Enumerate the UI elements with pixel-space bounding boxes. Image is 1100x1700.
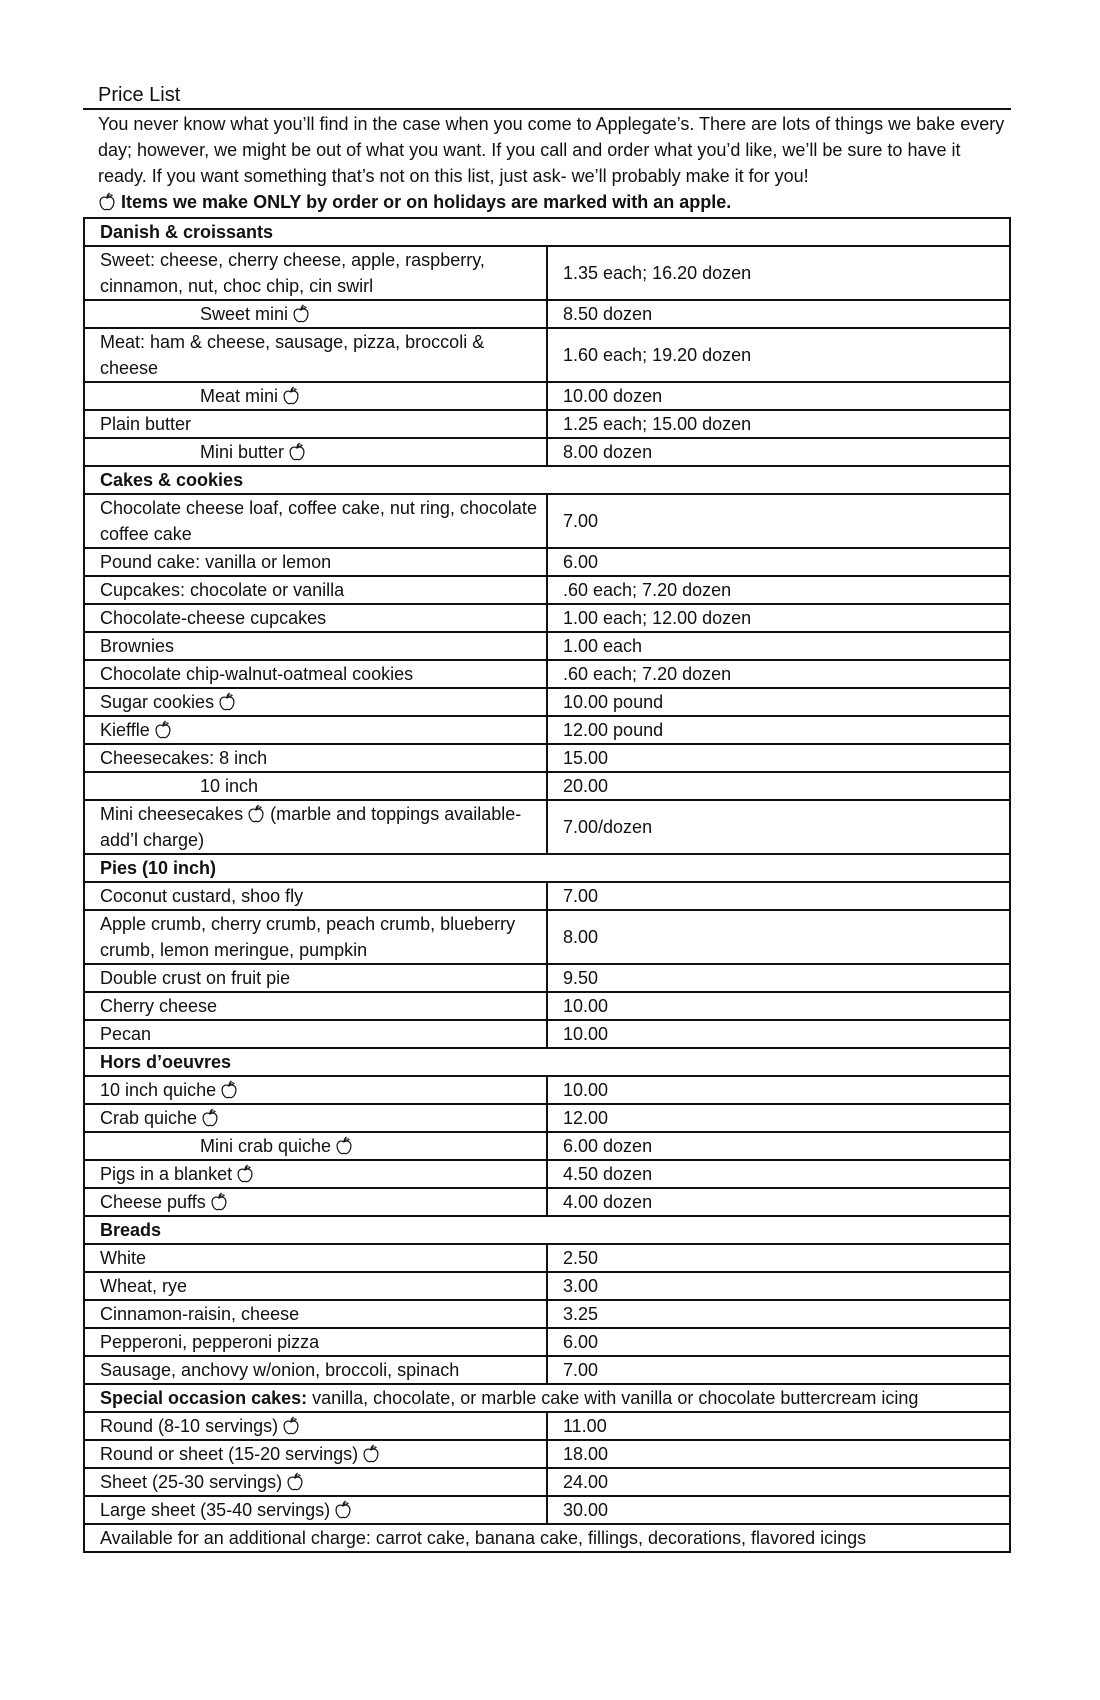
item-cell: [84, 964, 547, 992]
item-cell: [84, 438, 547, 466]
item-cell: [84, 246, 547, 300]
intro-paragraph: You never know what you’ll find in the case when you come to Applegate’s. There are lots of things we bake every day; however, we might be out of what you want. If you call and order what you’d like, we’ll be sure to have it ready. If you want something that’s not on this list, just ask- we’ll probably make it for you!: [98, 114, 1005, 186]
price-cell: 1.35 each; 16.20 dozen: [547, 246, 1010, 300]
table-row: [84, 1356, 1010, 1384]
section-row: [84, 466, 1010, 494]
item-label: Chocolate chip-walnut-oatmeal cookies: [100, 664, 414, 684]
price-cell: 8.50 dozen: [547, 300, 1010, 328]
item-cell: [84, 604, 547, 632]
price-cell: 6.00 dozen: [547, 1132, 1010, 1160]
item-cell: [84, 1160, 547, 1188]
price-cell: 1.25 each; 15.00 dozen: [547, 410, 1010, 438]
item-label: Cheese puffs: [100, 1192, 206, 1212]
table-row: [84, 1104, 1010, 1132]
table-row: [84, 438, 1010, 466]
item-label: Mini crab quiche: [200, 1136, 332, 1156]
table-row: [84, 1188, 1010, 1216]
apple-icon: [210, 1192, 228, 1211]
section-row: [84, 854, 1010, 882]
price-cell: 3.25: [547, 1300, 1010, 1328]
price-cell: 4.50 dozen: [547, 1160, 1010, 1188]
table-row: [84, 1300, 1010, 1328]
apple-icon: [220, 1080, 238, 1099]
footer-row: [84, 1524, 1010, 1552]
footer-note: Available for an additional charge: carrot cake, banana cake, fillings, decorations, flavored icings: [84, 1524, 1010, 1552]
apple-note: [83, 189, 1011, 215]
table-row: [84, 910, 1010, 964]
table-row: [84, 410, 1010, 438]
price-cell: 10.00: [547, 1076, 1010, 1104]
item-label: Chocolate-cheese cupcakes: [100, 608, 327, 628]
price-cell: 10.00: [547, 992, 1010, 1020]
item-label: Plain butter: [100, 414, 192, 434]
item-label: Pecan: [100, 1024, 152, 1044]
item-label: Sugar cookies: [100, 692, 215, 712]
apple-icon: [288, 442, 306, 461]
price-cell: 9.50: [547, 964, 1010, 992]
section-row: [84, 1216, 1010, 1244]
item-cell: [84, 548, 547, 576]
table-row: [84, 1132, 1010, 1160]
section-description: vanilla, chocolate, or marble cake with vanilla or chocolate buttercream icing: [312, 1388, 919, 1408]
table-row: [84, 548, 1010, 576]
section-header: [84, 466, 1010, 494]
item-cell: [84, 744, 547, 772]
price-table-body: [84, 218, 1010, 1552]
section-title: Hors d’oeuvres: [100, 1052, 232, 1072]
table-row: [84, 1468, 1010, 1496]
item-cell: [84, 800, 547, 854]
apple-icon: [218, 692, 236, 711]
item-cell: [84, 1328, 547, 1356]
item-label: Pound cake: vanilla or lemon: [100, 552, 332, 572]
section-header: [84, 1384, 1010, 1412]
item-cell: [84, 716, 547, 744]
table-row: [84, 328, 1010, 382]
price-cell: 10.00 pound: [547, 688, 1010, 716]
section-header: [84, 218, 1010, 246]
item-cell: [84, 882, 547, 910]
table-row: [84, 300, 1010, 328]
section-row: [84, 218, 1010, 246]
item-label: Round or sheet (15-20 servings): [100, 1444, 359, 1464]
section-title: Cakes & cookies: [100, 470, 244, 490]
item-cell: [84, 410, 547, 438]
price-table: [83, 217, 1011, 1553]
item-label: Wheat, rye: [100, 1276, 188, 1296]
table-row: [84, 1272, 1010, 1300]
table-row: [84, 688, 1010, 716]
item-label: Sheet (25-30 servings): [100, 1472, 283, 1492]
section-header: [84, 854, 1010, 882]
item-cell: [84, 382, 547, 410]
item-label: Cherry cheese: [100, 996, 218, 1016]
item-label: Double crust on fruit pie: [100, 968, 291, 988]
item-label: Kieffle: [100, 720, 150, 740]
item-label: Brownies: [100, 636, 175, 656]
price-cell: 8.00: [547, 910, 1010, 964]
item-cell: [84, 1076, 547, 1104]
price-cell: 12.00 pound: [547, 716, 1010, 744]
item-cell: [84, 772, 547, 800]
table-row: [84, 882, 1010, 910]
table-row: [84, 772, 1010, 800]
item-label: Mini butter: [200, 442, 285, 462]
table-row: [84, 1160, 1010, 1188]
table-row: [84, 1328, 1010, 1356]
price-cell: 3.00: [547, 1272, 1010, 1300]
apple-icon: [282, 1416, 300, 1435]
item-label: 10 inch quiche: [100, 1080, 217, 1100]
item-label: Apple crumb, cherry crumb, peach crumb, blueberry crumb, lemon meringue, pumpkin: [100, 914, 516, 960]
item-label: Cupcakes: chocolate or vanilla: [100, 580, 345, 600]
table-row: [84, 660, 1010, 688]
apple-icon: [154, 720, 172, 739]
price-cell: 1.00 each; 12.00 dozen: [547, 604, 1010, 632]
apple-icon: [292, 304, 310, 323]
price-cell: 1.60 each; 19.20 dozen: [547, 328, 1010, 382]
apple-icon: [362, 1444, 380, 1463]
table-row: [84, 382, 1010, 410]
section-title: Pies (10 inch): [100, 858, 217, 878]
section-row: [84, 1384, 1010, 1412]
item-cell: [84, 992, 547, 1020]
apple-note-text: Items we make ONLY by order or on holidays are marked with an apple.: [121, 192, 732, 212]
price-cell: 15.00: [547, 744, 1010, 772]
price-cell: 2.50: [547, 1244, 1010, 1272]
apple-icon: [247, 804, 265, 823]
item-cell: [84, 1356, 547, 1384]
apple-icon: [286, 1472, 304, 1491]
price-cell: 7.00: [547, 1356, 1010, 1384]
price-cell: 30.00: [547, 1496, 1010, 1524]
price-cell: 7.00/dozen: [547, 800, 1010, 854]
table-row: [84, 604, 1010, 632]
item-label: Coconut custard, shoo fly: [100, 886, 304, 906]
item-label: Mini cheesecakes: [100, 804, 244, 824]
table-row: [84, 1412, 1010, 1440]
item-cell: [84, 660, 547, 688]
item-label: Pigs in a blanket: [100, 1164, 233, 1184]
table-row: [84, 800, 1010, 854]
table-row: [84, 1076, 1010, 1104]
apple-icon: [98, 192, 116, 211]
item-cell: [84, 1412, 547, 1440]
table-row: [84, 964, 1010, 992]
item-cell: [84, 1104, 547, 1132]
price-list-document: [83, 82, 1011, 1553]
item-label: Large sheet (35-40 servings): [100, 1500, 331, 1520]
table-row: [84, 744, 1010, 772]
price-cell: 8.00 dozen: [547, 438, 1010, 466]
item-label: Cheesecakes: 8 inch: [100, 748, 268, 768]
item-cell: [84, 300, 547, 328]
apple-icon: [334, 1500, 352, 1519]
price-cell: 1.00 each: [547, 632, 1010, 660]
table-row: [84, 1244, 1010, 1272]
item-label: Round (8-10 servings): [100, 1416, 279, 1436]
item-cell: [84, 1188, 547, 1216]
item-label: Sweet: cheese, cherry cheese, apple, raspberry, cinnamon, nut, choc chip, cin swirl: [100, 250, 485, 296]
item-cell: [84, 1272, 547, 1300]
item-cell: [84, 688, 547, 716]
section-title: Special occasion cakes:: [100, 1388, 308, 1408]
price-cell: .60 each; 7.20 dozen: [547, 576, 1010, 604]
price-cell: 12.00: [547, 1104, 1010, 1132]
item-cell: [84, 1132, 547, 1160]
item-cell: [84, 494, 547, 548]
price-cell: 7.00: [547, 494, 1010, 548]
price-cell: 18.00: [547, 1440, 1010, 1468]
apple-icon: [335, 1136, 353, 1155]
item-label: Cinnamon-raisin, cheese: [100, 1304, 300, 1324]
price-cell: 11.00: [547, 1412, 1010, 1440]
price-cell: 4.00 dozen: [547, 1188, 1010, 1216]
item-label: Sweet mini: [200, 304, 289, 324]
price-cell: 10.00: [547, 1020, 1010, 1048]
table-row: [84, 992, 1010, 1020]
item-note: (marble and toppings available- add’l charge): [100, 804, 522, 850]
page-title: Price List: [83, 82, 1011, 110]
item-label: Crab quiche: [100, 1108, 198, 1128]
item-cell: [84, 576, 547, 604]
item-cell: [84, 1244, 547, 1272]
table-row: [84, 1440, 1010, 1468]
section-title: Danish & croissants: [100, 222, 274, 242]
price-cell: 24.00: [547, 1468, 1010, 1496]
item-cell: [84, 1300, 547, 1328]
item-label: Pepperoni, pepperoni pizza: [100, 1332, 320, 1352]
table-row: [84, 1020, 1010, 1048]
price-cell: 20.00: [547, 772, 1010, 800]
item-label: Chocolate cheese loaf, coffee cake, nut ring, chocolate coffee cake: [100, 498, 537, 544]
item-cell: [84, 910, 547, 964]
price-cell: .60 each; 7.20 dozen: [547, 660, 1010, 688]
table-row: [84, 632, 1010, 660]
section-title: Breads: [100, 1220, 162, 1240]
item-cell: [84, 1440, 547, 1468]
price-cell: 7.00: [547, 882, 1010, 910]
table-row: [84, 494, 1010, 548]
item-label: White: [100, 1248, 147, 1268]
apple-icon: [201, 1108, 219, 1127]
item-cell: [84, 1468, 547, 1496]
price-cell: 6.00: [547, 1328, 1010, 1356]
item-label: Meat mini: [200, 386, 279, 406]
table-row: [84, 576, 1010, 604]
table-row: [84, 1496, 1010, 1524]
section-row: [84, 1048, 1010, 1076]
item-cell: [84, 328, 547, 382]
price-cell: 6.00: [547, 548, 1010, 576]
section-header: [84, 1216, 1010, 1244]
apple-icon: [282, 386, 300, 405]
table-row: [84, 246, 1010, 300]
apple-icon: [236, 1164, 254, 1183]
item-label: Meat: ham & cheese, sausage, pizza, broccoli & cheese: [100, 332, 485, 378]
item-label: Sausage, anchovy w/onion, broccoli, spinach: [100, 1360, 460, 1380]
table-row: [84, 716, 1010, 744]
item-cell: [84, 1496, 547, 1524]
item-cell: [84, 632, 547, 660]
price-cell: 10.00 dozen: [547, 382, 1010, 410]
section-header: [84, 1048, 1010, 1076]
item-label: 10 inch: [200, 776, 259, 796]
item-cell: [84, 1020, 547, 1048]
